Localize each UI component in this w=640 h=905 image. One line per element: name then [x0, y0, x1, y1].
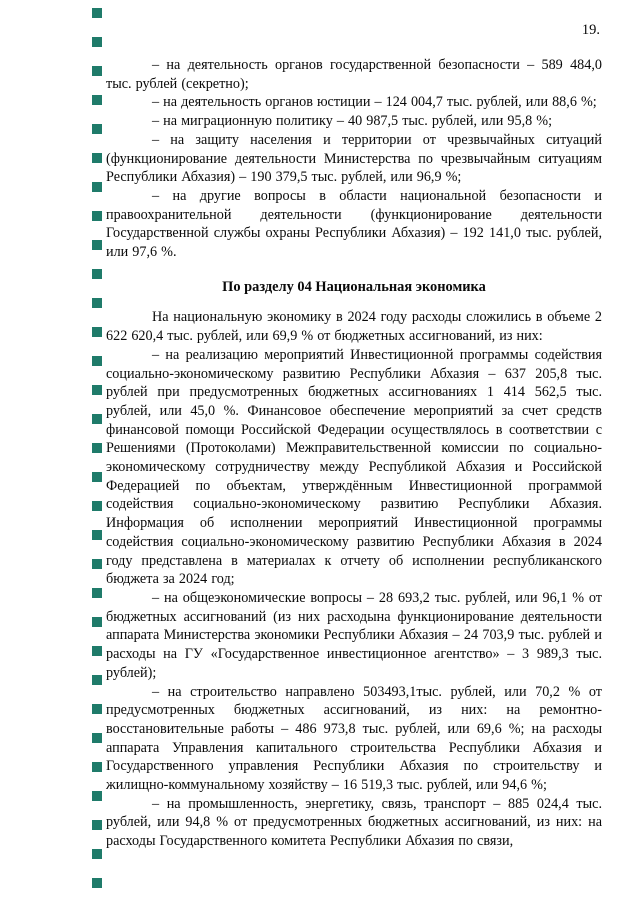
edge-mark — [92, 791, 102, 801]
edge-mark — [92, 878, 102, 888]
page-number: 19. — [581, 22, 600, 38]
edge-mark — [92, 820, 102, 830]
edge-mark — [92, 298, 102, 308]
edge-mark — [92, 385, 102, 395]
edge-marks-column — [92, 0, 103, 905]
edge-mark — [92, 733, 102, 743]
paragraph-investment-program: – на реализацию мероприятий Инвестиционной программы содействия социально-экономическому развитию Республики Абхазия – 637 205,8 тыс. рублей при предусмотренных бюджетных ассигнованиях 1 414 562,5 тыс. рублей, или 45,0 %. Финансовое обеспечение мероприятий за счет средств финансовой помощи Российской Федерации осуществлялось в соответствии с Решениями (Протоколами) Межправительственной комиссии по социально-экономическому сотрудничеству между Республикой Абхазия и Российской Федерацией по объектам, утверждённым Инвестиционной программой содействия социально-экономическому развитию Республики Абхазия. Информация об исполнении мероприятий Инвестиционной программы содействия социально-экономическому развитию Республики Абхазия в 2024 году представлена в материалах к отчету об исполнении республиканского бюджета за 2024 год; — [106, 346, 602, 588]
paragraph-emergency-protection: – на защиту населения и территории от чрезвычайных ситуаций (функционирование деятельности Министерства по чрезвычайным ситуациям Республики Абхазия) – 190 379,5 тыс. рублей, или 96,9 %; — [106, 131, 602, 186]
edge-mark — [92, 414, 102, 424]
edge-mark — [92, 240, 102, 250]
edge-mark — [92, 95, 102, 105]
edge-mark — [92, 617, 102, 627]
paragraph-state-security: – на деятельность органов государственной безопасности – 589 484,0 тыс. рублей (секретно); — [106, 57, 602, 92]
paragraph-justice-organs: – на деятельность органов юстиции – 124 004,7 тыс. рублей, или 88,6 %; — [152, 94, 597, 111]
section-heading: По разделу 04 Национальная экономика — [222, 278, 486, 295]
edge-mark — [92, 559, 102, 569]
paragraph-national-economy-total: На национальную экономику в 2024 году расходы сложились в объеме 2 622 620,4 тыс. рублей, или 69,9 % от бюджетных ассигнований, из них: — [106, 309, 602, 345]
edge-mark — [92, 182, 102, 192]
edge-mark — [92, 153, 102, 163]
edge-mark — [92, 66, 102, 76]
edge-mark — [92, 530, 102, 540]
document-body — [106, 56, 602, 851]
edge-mark — [92, 443, 102, 453]
edge-mark — [92, 327, 102, 337]
edge-mark — [92, 675, 102, 685]
paragraph-general-economic-questions: – на общеэкономические вопросы – 28 693,2 тыс. рублей, или 96,1 % от бюджетных ассигнований (из них расходына функционирование деятельности аппарата Министерства экономики Республики Абхазия – 24 703,9 тыс. рублей и расходы на ГУ «Государственное инвестиционное агентство» – 3 989,3 тыс. рублей); — [106, 589, 602, 681]
edge-mark — [92, 588, 102, 598]
edge-mark — [92, 37, 102, 47]
edge-mark — [92, 356, 102, 366]
edge-mark — [92, 211, 102, 221]
paragraph-construction: – на строительство направлено 503493,1тыс. рублей, или 70,2 % от предусмотренных бюджетных ассигнований, из них: на ремонтно-восстановительные работы – 486 973,8 тыс. рублей, или 69,6 %; на расходы аппарата Управления капитального строительства Республики Абхазия и Государственного управления Республики Абхазия по строительству и жилищно-коммунальному хозяйству – 16 519,3 тыс. рублей, или 94,6 %; — [106, 683, 602, 794]
edge-mark — [92, 501, 102, 511]
edge-mark — [92, 849, 102, 859]
edge-mark — [92, 704, 102, 714]
edge-mark — [92, 646, 102, 656]
edge-mark — [92, 8, 102, 18]
paragraph-industry-energy-transport: – на промышленность, энергетику, связь, транспорт – 885 024,4 тыс. рублей, или 94,8 % от предусмотренных бюджетных ассигнований, из них: на расходы Государственного комитета Республики Абхазия по связи, — [106, 795, 602, 850]
edge-mark — [92, 269, 102, 279]
edge-mark — [92, 472, 102, 482]
edge-mark — [92, 124, 102, 134]
edge-mark — [92, 762, 102, 772]
paragraph-other-national-security: – на другие вопросы в области национальной безопасности и правоохранительной деятельности (функционирование деятельности Государственной службы охраны Республики Абхазия) – 192 141,0 тыс. рублей, или 97,6 %. — [106, 187, 602, 261]
paragraph-migration-policy: – на миграционную политику – 40 987,5 тыс. рублей, или 95,8 %; — [152, 113, 553, 130]
